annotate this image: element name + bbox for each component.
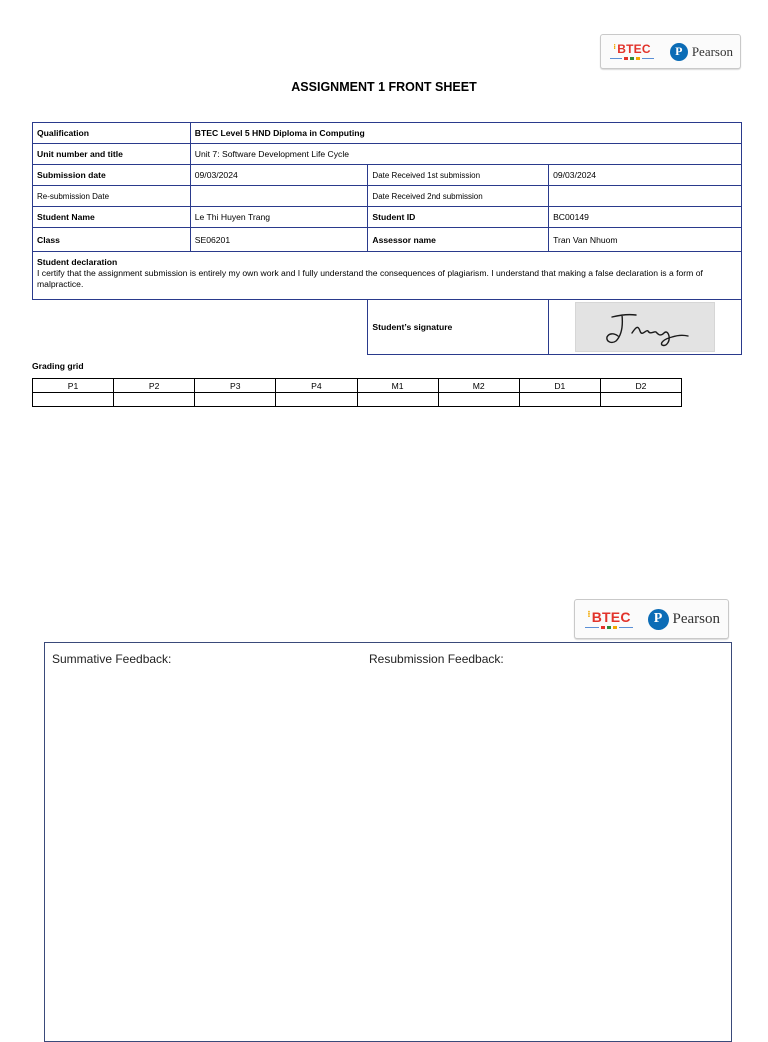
signature-label: Student’s signature bbox=[368, 300, 549, 355]
grade-cell bbox=[357, 393, 438, 407]
student-id-label: Student ID bbox=[368, 207, 549, 228]
grading-grid-label: Grading grid bbox=[32, 361, 84, 371]
btec-pearson-logo bbox=[600, 34, 741, 69]
class-label: Class bbox=[33, 228, 191, 252]
signature-cell bbox=[549, 300, 742, 355]
unit-value: Unit 7: Software Development Life Cycle bbox=[190, 144, 741, 165]
declaration-cell bbox=[33, 252, 742, 300]
grade-cell bbox=[438, 393, 519, 407]
grading-value-row bbox=[33, 393, 682, 407]
grade-header: P2 bbox=[114, 379, 195, 393]
date-received-1-label: Date Received 1st submission bbox=[368, 165, 549, 186]
declaration-text: I certify that the assignment submission is entirely my own work and I fully understand the consequences of plagiarism. I understand that making a false declaration is a form of malpractice. bbox=[37, 268, 703, 289]
grade-cell bbox=[519, 393, 600, 407]
grade-cell bbox=[195, 393, 276, 407]
signature-image bbox=[575, 302, 715, 352]
grade-header: M1 bbox=[357, 379, 438, 393]
btec-pearson-logo-2 bbox=[574, 599, 729, 639]
table-row bbox=[33, 123, 742, 144]
unit-label: Unit number and title bbox=[33, 144, 191, 165]
student-name-value: Le Thi Huyen Trang bbox=[190, 207, 368, 228]
qualification-value: BTEC Level 5 HND Diploma in Computing bbox=[190, 123, 741, 144]
table-row bbox=[33, 144, 742, 165]
student-id-value: BC00149 bbox=[549, 207, 742, 228]
grade-header: P1 bbox=[33, 379, 114, 393]
grade-cell bbox=[276, 393, 357, 407]
pearson-logo: P Pearson bbox=[648, 609, 721, 630]
grade-cell bbox=[114, 393, 195, 407]
submission-date-value: 09/03/2024 bbox=[190, 165, 368, 186]
blank-cell bbox=[33, 300, 368, 355]
grade-header: D1 bbox=[519, 379, 600, 393]
grading-header-row bbox=[33, 379, 682, 393]
date-received-2-label: Date Received 2nd submission bbox=[368, 186, 549, 207]
table-row bbox=[33, 252, 742, 300]
grading-grid bbox=[32, 378, 682, 407]
summative-feedback-label: Summative Feedback: bbox=[52, 652, 172, 666]
table-row bbox=[33, 165, 742, 186]
qualification-label: Qualification bbox=[33, 123, 191, 144]
submission-date-label: Submission date bbox=[33, 165, 191, 186]
grade-cell bbox=[33, 393, 114, 407]
declaration-heading: Student declaration bbox=[37, 257, 118, 267]
table-row bbox=[33, 300, 742, 355]
resubmission-date-value bbox=[190, 186, 368, 207]
page-title: ASSIGNMENT 1 FRONT SHEET bbox=[291, 80, 477, 94]
grade-header: M2 bbox=[438, 379, 519, 393]
date-received-1-value: 09/03/2024 bbox=[549, 165, 742, 186]
front-sheet-table bbox=[32, 122, 742, 355]
feedback-box bbox=[44, 642, 732, 1042]
table-row bbox=[33, 228, 742, 252]
signature-scribble bbox=[576, 303, 714, 351]
btec-logo: ⁝BTEC bbox=[610, 43, 654, 60]
student-name-label: Student Name bbox=[33, 207, 191, 228]
resubmission-feedback-label: Resubmission Feedback: bbox=[369, 652, 504, 666]
assessor-label: Assessor name bbox=[368, 228, 549, 252]
btec-logo: ⁝BTEC bbox=[585, 610, 633, 629]
class-value: SE06201 bbox=[190, 228, 368, 252]
resubmission-date-label: Re-submission Date bbox=[33, 186, 191, 207]
assessor-value: Tran Van Nhuom bbox=[549, 228, 742, 252]
table-row bbox=[33, 207, 742, 228]
grade-header: P3 bbox=[195, 379, 276, 393]
pearson-logo: P Pearson bbox=[670, 43, 733, 61]
grade-cell bbox=[600, 393, 681, 407]
table-row bbox=[33, 186, 742, 207]
grade-header: P4 bbox=[276, 379, 357, 393]
grade-header: D2 bbox=[600, 379, 681, 393]
date-received-2-value bbox=[549, 186, 742, 207]
